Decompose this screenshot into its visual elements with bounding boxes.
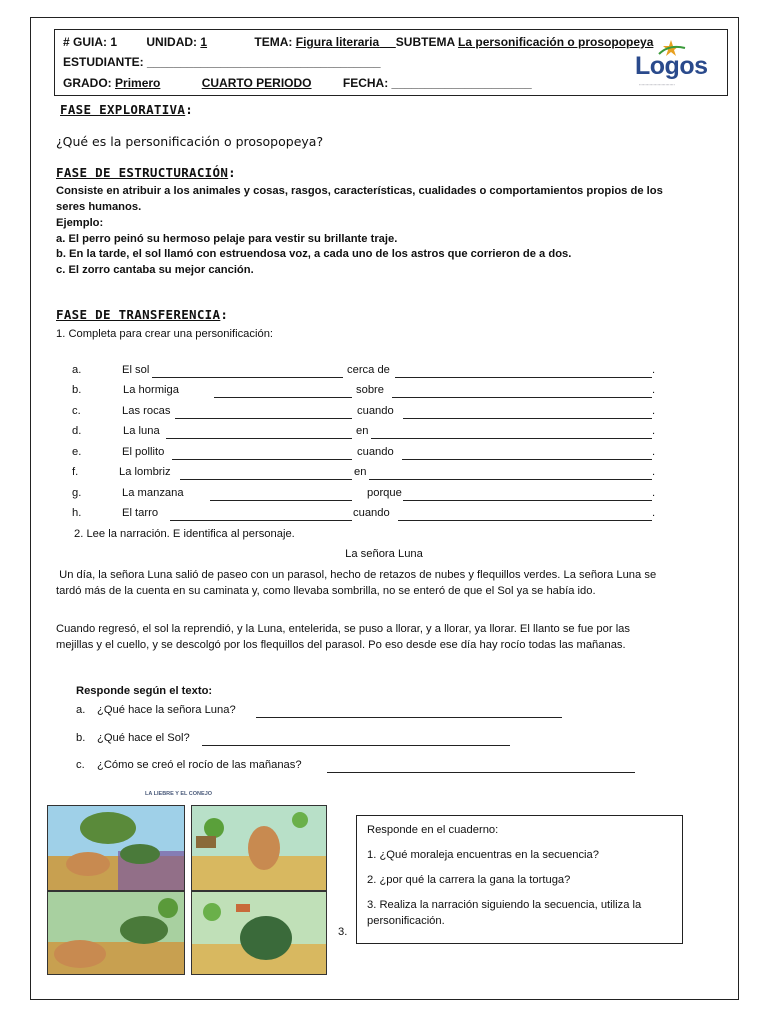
worksheet-header [54, 29, 728, 96]
definition-text: Consiste en atribuir a los animales y cosas, rasgos, características, cualidades o comportamientos propios de los seres humanos. [56, 185, 663, 213]
completion-item-f [72, 466, 672, 482]
blank-line-2[interactable] [392, 397, 652, 398]
cuaderno-question-1: 1. ¿Qué moraleja encuentras en la secuencia? [367, 849, 599, 861]
item-connector: cuando [357, 405, 394, 417]
completion-item-a [72, 364, 672, 380]
illustration-title: LA LIEBRE Y EL CONEJO [145, 791, 213, 797]
blank-line-2[interactable] [369, 479, 652, 480]
fase-transferencia-title: FASE DE TRANSFERENCIA: [56, 307, 229, 322]
subtema-value: La personificación o prosopopeya [458, 35, 654, 49]
item-letter: d. [72, 425, 82, 437]
cuaderno-question-3: 3. Realiza la narración siguiendo la secuencia, utiliza la personificación. [367, 899, 642, 927]
unidad-value: 1 [200, 35, 208, 49]
completion-item-c [72, 405, 672, 421]
item-subject: El tarro [122, 507, 159, 519]
answer-line-c[interactable] [327, 772, 635, 773]
blank-line-2[interactable] [403, 500, 652, 501]
blank-line-1[interactable] [180, 479, 352, 480]
item-subject: La manzana [122, 487, 184, 499]
panel-3 [47, 891, 185, 975]
example-c: c. El zorro cantaba su mejor canción. [56, 264, 254, 276]
item-subject: La lombriz [119, 466, 171, 478]
blank-line-1[interactable] [152, 377, 343, 378]
blank-line-1[interactable] [175, 418, 352, 419]
answer-line-b[interactable] [202, 745, 510, 746]
tema-value: Figura literaria [295, 35, 380, 49]
ejemplo-label: Ejemplo: [56, 217, 104, 229]
explorativa-question: ¿Qué es la personificación o prosopopeya? [56, 134, 324, 149]
item-letter: c. [72, 405, 81, 417]
fase-estructuracion-title: FASE DE ESTRUCTURACIÓN: [56, 165, 236, 180]
item-connector: sobre [356, 384, 384, 396]
item-letter: a. [72, 364, 82, 376]
fase-explorativa-title: FASE EXPLORATIVA: [60, 102, 194, 117]
item-period: . [652, 405, 656, 417]
blank-line-2[interactable] [371, 438, 652, 439]
responde-title: Responde según el texto: [76, 685, 213, 697]
tema-label: TEMA: [254, 35, 293, 49]
completion-item-g [72, 487, 672, 503]
cuaderno-box [356, 815, 683, 944]
hare-sleeping-image [48, 892, 184, 974]
item-connector: cuando [357, 446, 394, 458]
hare-tortoise-start-image [48, 806, 184, 890]
sequence-illustration [45, 791, 327, 975]
item-subject: Las rocas [122, 405, 171, 417]
item-letter: g. [72, 487, 82, 499]
item-subject: La hormiga [123, 384, 179, 396]
instruction-2: 2. Lee la narración. E identifica al personaje. [74, 528, 295, 540]
item-period: . [652, 384, 656, 396]
logo-fineprint: ··························· [639, 82, 675, 87]
cuaderno-title: Responde en el cuaderno: [367, 824, 499, 836]
item-subject: La luna [123, 425, 160, 437]
sequence-number: 3. [338, 926, 348, 938]
item-period: . [652, 425, 656, 437]
blank-line-2[interactable] [402, 459, 652, 460]
item-connector: en [356, 425, 369, 437]
blank-line-1[interactable] [166, 438, 352, 439]
periodo-label: CUARTO PERIODO [201, 76, 312, 90]
item-letter: h. [72, 507, 82, 519]
school-logo [629, 36, 721, 90]
grado-label: GRADO: [63, 76, 112, 90]
completion-item-b [72, 384, 672, 400]
item-period: . [652, 466, 656, 478]
tortoise-wins-image [192, 892, 326, 974]
blank-line-2[interactable] [398, 520, 652, 521]
estudiante-field[interactable]: ESTUDIANTE: ___________________________________ [63, 55, 381, 69]
example-a: a. El perro peinó su hermoso pelaje para vestir su brillante traje. [56, 233, 398, 245]
blank-line-2[interactable] [403, 418, 652, 419]
completion-item-h [72, 507, 672, 523]
item-connector: cerca de [347, 364, 390, 376]
unidad-label: UNIDAD: [146, 35, 198, 49]
item-period: . [652, 446, 656, 458]
completion-item-d [72, 425, 672, 441]
guia-label: # GUIA: 1 [63, 35, 118, 49]
item-subject: El pollito [122, 446, 165, 458]
panel-2 [191, 805, 327, 891]
blank-line-1[interactable] [214, 397, 352, 398]
hare-running-image [192, 806, 326, 890]
logo-wordmark: Logos [635, 52, 708, 80]
item-letter: f. [72, 466, 79, 478]
item-letter: b. [72, 384, 82, 396]
item-period: . [652, 364, 656, 376]
item-connector: en [354, 466, 367, 478]
story-paragraph-2: Cuando regresó, el sol la reprendió, y la Luna, entelerida, se puso a llorar, y a llorar, ya llorar. El llanto se fue por las mejillas y el cuello, y se descolgó por los flequillos del parasol. Po eso desde ese día hay rocío todas las mañanas. [56, 623, 630, 651]
blank-line-1[interactable] [170, 520, 352, 521]
item-period: . [652, 507, 656, 519]
item-connector: cuando [353, 507, 390, 519]
item-period: . [652, 487, 656, 499]
grado-value: Primero [115, 76, 161, 90]
story-title: La señora Luna [345, 548, 423, 560]
blank-line-1[interactable] [210, 500, 352, 501]
subtema-label: SUBTEMA [395, 35, 455, 49]
story-paragraph-1: Un día, la señora Luna salió de paseo con un parasol, hecho de retazos de nubes y flequillos verdes. La señora Luna se tardó más de la cuenta en su caminata y, como llevaba sombrilla, no se enteró de que el Sol ya se había ido. [56, 569, 657, 597]
completion-item-e [72, 446, 672, 462]
cuaderno-question-2: 2. ¿por qué la carrera la gana la tortuga? [367, 874, 571, 886]
item-subject: El sol [122, 364, 150, 376]
item-connector: porque [367, 487, 402, 499]
fecha-field[interactable]: FECHA: _____________________ [342, 76, 532, 90]
panel-4 [191, 891, 327, 975]
transferencia-instruction: 1. Completa para crear una personificación: [56, 328, 274, 340]
example-b: b. En la tarde, el sol llamó con estruendosa voz, a cada uno de los astros que corrieron de a dos. [56, 248, 572, 260]
answer-line-a[interactable] [256, 717, 562, 718]
blank-line-1[interactable] [172, 459, 352, 460]
blank-line-2[interactable] [395, 377, 652, 378]
item-letter: e. [72, 446, 82, 458]
panel-1 [47, 805, 185, 891]
